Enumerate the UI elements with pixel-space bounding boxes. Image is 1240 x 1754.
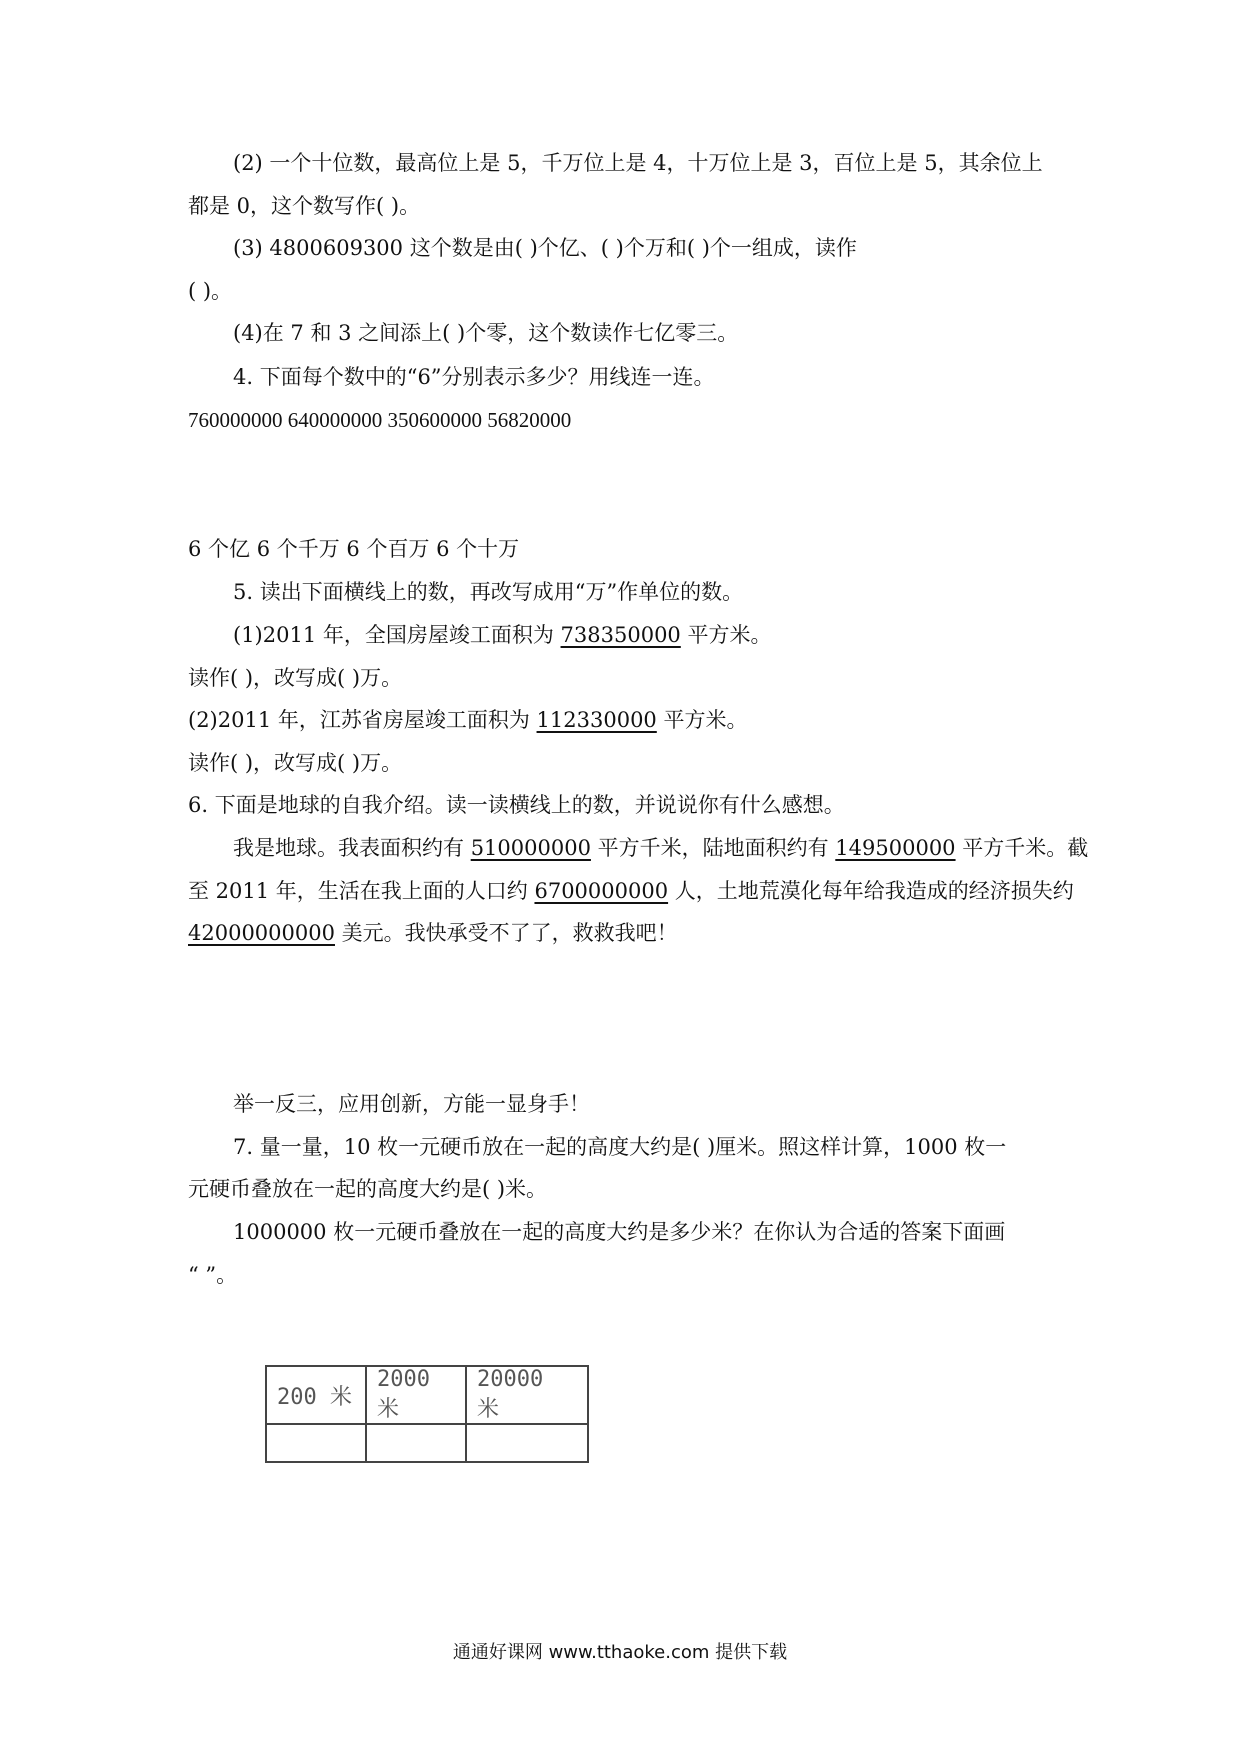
q6-line1-c: 平方千米。截 (955, 836, 1089, 860)
q5-part2-after: 平方米。 (656, 708, 748, 732)
q3-part3-line1: (3) 4800609300 这个数是由( )个亿、( )个万和( )个一组成，读作 (233, 236, 857, 260)
q5-part2-before: (2)2011 年，江苏省房屋竣工面积为 (188, 708, 537, 732)
q6-line1-b: 平方千米，陆地面积约有 (590, 836, 836, 860)
q6-line1 (233, 833, 1088, 863)
q6-economic-loss: 42000000000 (188, 921, 335, 945)
answer-options-row (266, 1366, 588, 1424)
q6-surface-area: 510000000 (470, 836, 591, 860)
q5-part1-after: 平方米。 (680, 623, 772, 647)
q5-part2 (188, 705, 747, 735)
q5-part2-number: 112330000 (536, 708, 657, 732)
answer-marks-row (266, 1424, 588, 1462)
q7-line3: 1000000 枚一元硬币叠放在一起的高度大约是多少米？在你认为合适的答案下面画 (233, 1220, 1006, 1244)
q6-line3-a: 美元。我快承受不了了，救救我吧！ (334, 921, 678, 945)
q5-part1-before: (1)2011 年，全国房屋竣工面积为 (233, 623, 561, 647)
q3-part2-line1: (2) 一个十位数，最高位上是 5，千万位上是 4，十万位上是 3，百位上是 5，其余位上 (233, 151, 1043, 175)
q6-line3 (188, 918, 678, 948)
option-200m: 200 米 (266, 1366, 366, 1424)
q6-population: 6700000000 (534, 879, 669, 903)
footer: 通通好课网 www.tthaoke.com 提供下载 (452, 1642, 788, 1663)
mark-cell-20000m[interactable] (466, 1424, 588, 1462)
q6-land-area: 149500000 (835, 836, 956, 860)
q4-title: 4. 下面每个数中的“6”分别表示多少？用线连一连。 (233, 365, 715, 389)
q3-part3-line2: ( )。 (188, 279, 233, 303)
section-heading: 举一反三，应用创新，方能一显身手！ (233, 1092, 590, 1116)
q5-read-line-2: 读作( )，改写成( )万。 (188, 751, 403, 775)
q5-part1 (233, 620, 771, 650)
q6-line2-a: 至 2011 年，生活在我上面的人口约 (188, 879, 535, 903)
q5-read-line-1: 读作( )，改写成( )万。 (188, 666, 403, 690)
q7-line4: “ ”。 (188, 1263, 238, 1287)
q6-line2-b: 人，土地荒漠化每年给我造成的经济损失约 (668, 879, 1074, 903)
option-2000m: 2000 米 (366, 1366, 466, 1424)
q5-title: 5. 读出下面横线上的数，再改写成用“万”作单位的数。 (233, 580, 744, 604)
q7-line2: 元硬币叠放在一起的高度大约是( )米。 (188, 1177, 548, 1201)
mark-cell-200m[interactable] (266, 1424, 366, 1462)
q4-numbers: 760000000 640000000 350600000 56820000 (188, 408, 572, 432)
q5-part1-number: 738350000 (560, 623, 681, 647)
answer-table (265, 1365, 589, 1463)
q6-title: 6. 下面是地球的自我介绍。读一读横线上的数，并说说你有什么感想。 (188, 793, 845, 817)
q6-line2 (188, 876, 1074, 906)
q4-units: 6 个亿 6 个千万 6 个百万 6 个十万 (188, 537, 520, 561)
mark-cell-2000m[interactable] (366, 1424, 466, 1462)
q3-part4-line: (4)在 7 和 3 之间添上( )个零，这个数读作七亿零三。 (233, 321, 739, 345)
q3-part2-line2: 都是 0，这个数写作( )。 (188, 194, 421, 218)
option-20000m: 20000 米 (466, 1366, 588, 1424)
q7-line1: 7. 量一量，10 枚一元硬币放在一起的高度大约是( )厘米。照这样计算，1000 枚一 (233, 1135, 1007, 1159)
q6-line1-a: 我是地球。我表面积约有 (233, 836, 471, 860)
